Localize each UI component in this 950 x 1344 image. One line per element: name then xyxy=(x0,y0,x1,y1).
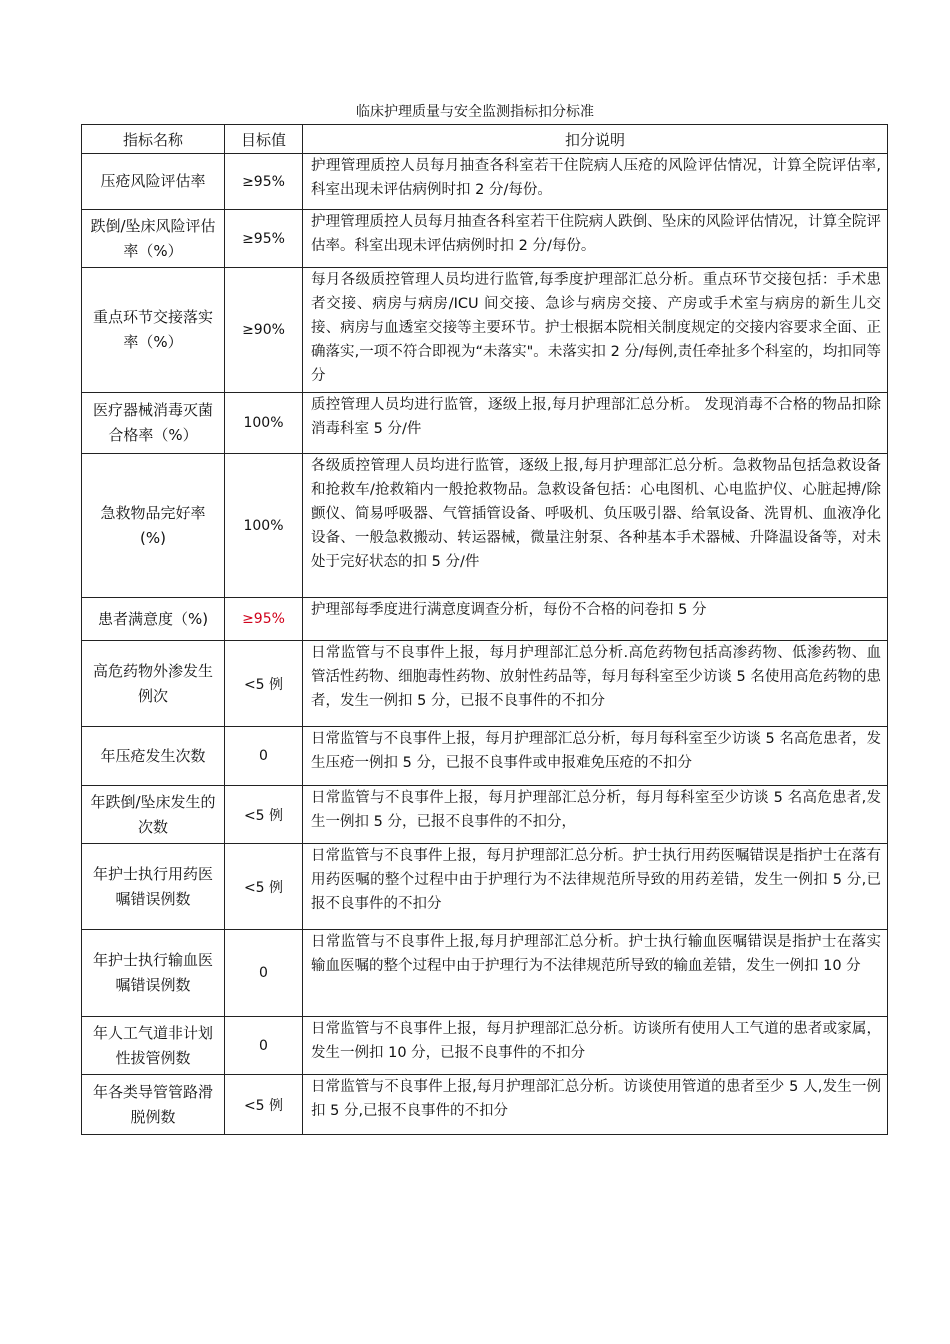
indicator-desc: 日常监管与不良事件上报,每月护理部汇总分析。护士执行输血医嘱错误是指护士在落实输血医嘱的整个过程中由于护理行为不法律规范所导致的输血差错，发生一例扣 10 分 xyxy=(303,930,888,1017)
table-row xyxy=(82,727,888,786)
table-row xyxy=(82,454,888,598)
indicator-name: 年压疮发生次数 xyxy=(82,727,225,786)
indicator-name: 压疮风险评估率 xyxy=(82,154,225,210)
indicator-name: 年护士执行用药医嘱错误例数 xyxy=(82,844,225,930)
indicator-target: 100% xyxy=(225,393,303,454)
table-row xyxy=(82,268,888,393)
indicator-name: 患者满意度（%) xyxy=(82,598,225,641)
header-desc: 扣分说明 xyxy=(303,125,888,154)
table-row xyxy=(82,844,888,930)
table-row xyxy=(82,154,888,210)
document-title: 临床护理质量与安全监测指标扣分标准 xyxy=(356,104,594,120)
indicator-target: 0 xyxy=(225,727,303,786)
indicator-desc: 日常监管与不良事件上报，每月护理部汇总分析.高危药物包括高渗药物、低渗药物、血管活性药物、细胞毒性药物、放射性药品等，每月每科室至少访谈 5 名使用高危药物的患者，发生一例扣 5 分，已报不良事件的不扣分 xyxy=(303,641,888,727)
table-row xyxy=(82,786,888,844)
indicator-name: 跌倒/坠床风险评估率（%） xyxy=(82,210,225,268)
indicator-desc: 日常监管与不良事件上报，每月护理部汇总分析。护士执行用药医嘱错误是指护士在落有用药医嘱的整个过程中由于护理行为不法律规范所导致的用药差错，发生一例扣 5 分,已报不良事件的不扣分 xyxy=(303,844,888,930)
indicator-target: 100% xyxy=(225,454,303,598)
indicator-target: ≥95% xyxy=(225,210,303,268)
indicator-name: 年各类导管管路滑脱例数 xyxy=(82,1075,225,1135)
indicator-target: ≥95% xyxy=(225,154,303,210)
indicator-table xyxy=(81,124,888,1135)
indicator-name: 年人工气道非计划性拔管例数 xyxy=(82,1017,225,1075)
indicator-name: 急救物品完好率(%) xyxy=(82,454,225,598)
header-target: 目标值 xyxy=(225,125,303,154)
indicator-desc: 日常监管与不良事件上报，每月护理部汇总分析，每月每科室至少访谈 5 名高危患者，发生压疮一例扣 5 分，已报不良事件或申报难免压疮的不扣分 xyxy=(303,727,888,786)
table-row xyxy=(82,1017,888,1075)
indicator-desc: 护理部每季度进行满意度调查分析，每份不合格的问卷扣 5 分 xyxy=(303,598,888,641)
table-header-row xyxy=(82,125,888,154)
table-row xyxy=(82,641,888,727)
indicator-target: 0 xyxy=(225,930,303,1017)
indicator-name: 重点环节交接落实率（%） xyxy=(82,268,225,393)
indicator-desc: 护理管理质控人员每月抽查各科室若干住院病人跌倒、坠床的风险评估情况，计算全院评估率。科室出现未评估病例时扣 2 分/每份。 xyxy=(303,210,888,268)
indicator-desc: 日常监管与不良事件上报，每月护理部汇总分析，每月每科室至少访谈 5 名高危患者,发生一例扣 5 分，已报不良事件的不扣分， xyxy=(303,786,888,844)
indicator-target: <5 例 xyxy=(225,1075,303,1135)
header-name: 指标名称 xyxy=(82,125,225,154)
indicator-target: ≥95% xyxy=(225,598,303,641)
indicator-desc: 每月各级质控管理人员均进行监管,每季度护理部汇总分析。重点环节交接包括：手术患者交接、病房与病房/ICU 间交接、急诊与病房交接、产房或手术室与病房的新生儿交接、病房与血透室交接等主要环节。护士根据本院相关制度规定的交接内容要求全面、正确落实,一项不符合即视为“未落实"。未落实扣 2 分/每例,责任牵扯多个科室的，均扣同等分 xyxy=(303,268,888,393)
table-row xyxy=(82,210,888,268)
table-row xyxy=(82,598,888,641)
indicator-desc: 日常监管与不良事件上报,每月护理部汇总分析。访谈使用管道的患者至少 5 人,发生一例扣 5 分,已报不良事件的不扣分 xyxy=(303,1075,888,1135)
indicator-desc: 护理管理质控人员每月抽查各科室若干住院病人压疮的风险评估情况，计算全院评估率,科室出现未评估病例时扣 2 分/每份。 xyxy=(303,154,888,210)
indicator-desc: 日常监管与不良事件上报，每月护理部汇总分析。访谈所有使用人工气道的患者或家属，发生一例扣 10 分，已报不良事件的不扣分 xyxy=(303,1017,888,1075)
indicator-target: <5 例 xyxy=(225,641,303,727)
indicator-desc: 质控管理人员均进行监管，逐级上报,每月护理部汇总分析。 发现消毒不合格的物品扣除消毒科室 5 分/件 xyxy=(303,393,888,454)
indicator-name: 年跌倒/坠床发生的次数 xyxy=(82,786,225,844)
indicator-name: 高危药物外渗发生例次 xyxy=(82,641,225,727)
indicator-target: ≥90% xyxy=(225,268,303,393)
indicator-name: 年护士执行输血医嘱错误例数 xyxy=(82,930,225,1017)
indicator-target: 0 xyxy=(225,1017,303,1075)
indicator-target: <5 例 xyxy=(225,786,303,844)
indicator-target: <5 例 xyxy=(225,844,303,930)
table-row xyxy=(82,393,888,454)
indicator-desc: 各级质控管理人员均进行监管，逐级上报,每月护理部汇总分析。急救物品包括急救设备和抢救车/抢救箱内一般抢救物品。急救设备包括：心电图机、心电监护仪、心脏起搏/除颤仪、简易呼吸器、气管插管设备、呼吸机、负压吸引器、给氧设备、洗胃机、血液净化设备、一般急救搬动、转运器械，微量注射泵、各种基本手术器械、升降温设备等，对未处于完好状态的扣 5 分/件 xyxy=(303,454,888,598)
indicator-name: 医疗器械消毒灭菌合格率（%） xyxy=(82,393,225,454)
table-row xyxy=(82,930,888,1017)
table-row xyxy=(82,1075,888,1135)
